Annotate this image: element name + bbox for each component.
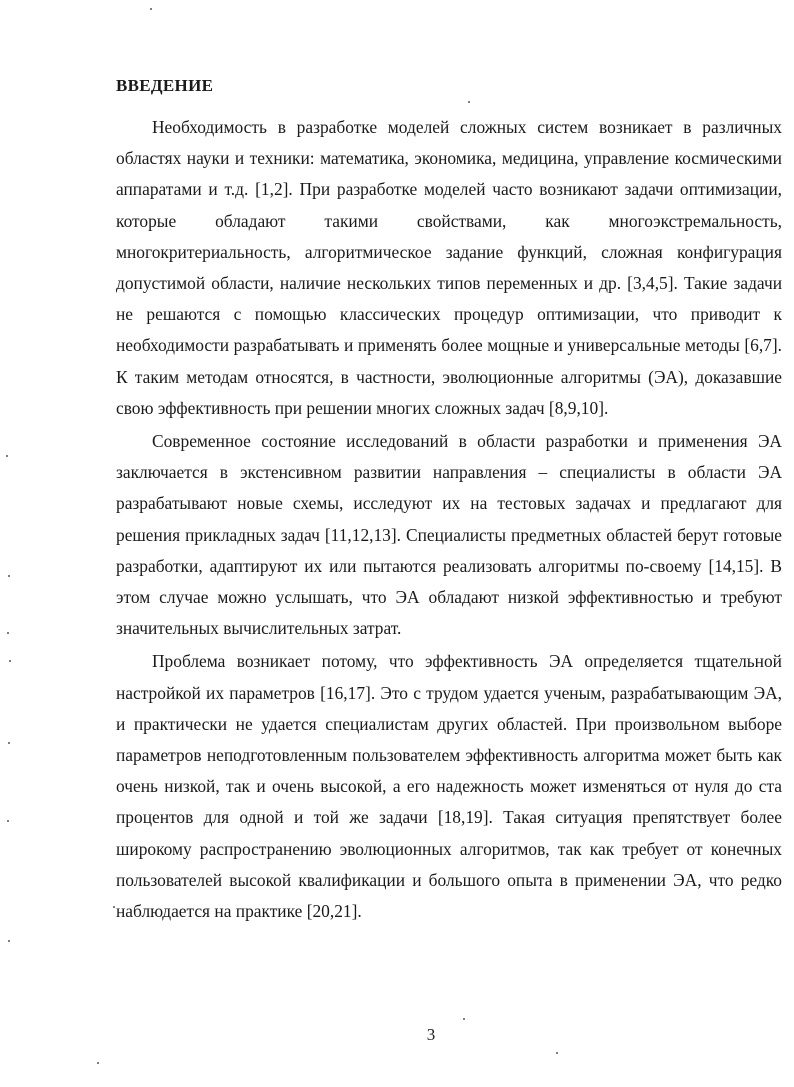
body-text [116, 112, 782, 927]
scan-speck [97, 1062, 99, 1064]
scan-speck [113, 906, 115, 908]
scan-speck [556, 1052, 558, 1054]
scan-speck [8, 940, 10, 942]
scan-speck [8, 742, 10, 744]
scan-speck [150, 8, 152, 10]
section-heading: ВВЕДЕНИЕ [116, 76, 214, 95]
scan-speck [9, 660, 11, 662]
scan-speck [8, 575, 10, 577]
scan-speck [7, 820, 9, 822]
page-number: 3 [426, 1025, 436, 1044]
scan-speck [6, 455, 8, 457]
scan-speck [7, 632, 9, 634]
paragraph-2: Современное состояние исследований в области разработки и применения ЭА заключается в экстенсивном развитии направления – специалисты в области ЭА разрабатывают новые схемы, исследуют их на тестовых задачах и предлагают для решения прикладных задач [11,12,13]. Специалисты предметных областей берут готовые разработки, адаптируют их или пытаются реализовать алгоритмы по-своему [14,15]. В этом случае можно услышать, что ЭА обладают низкой эффективностью и требуют значительных вычислительных затрат. [116, 431, 782, 639]
paragraph-1: Необходимость в разработке моделей сложных систем возникает в различных областях науки и техники: математика, экономика, медицина, управление космическими аппаратами и т.д. [1,2]. При разработке моделей часто возникают задачи оптимизации, которые обладают такими свойствами, как многоэкстремальность, многокритериальность, алгоритмическое задание функций, сложная конфигурация допустимой области, наличие нескольких типов переменных и др. [3,4,5]. Такие задачи не решаются с помощью классических процедур оптимизации, что приводит к необходимости разрабатывать и применять более мощные и универсальные методы [6,7]. К таким методам относятся, в частности, эволюционные алгоритмы (ЭА), доказавшие свою эффективность при решении многих сложных задач [8,9,10]. [116, 117, 782, 418]
scan-speck [468, 101, 470, 103]
scan-speck [463, 1018, 465, 1020]
paragraph-3: Проблема возникает потому, что эффективность ЭА определяется тщательной настройкой их параметров [16,17]. Это с трудом удается ученым, разрабатывающим ЭА, и практически не удается специалистам других областей. При произвольном выборе параметров неподготовленным пользователем эффективность алгоритма может быть как очень низкой, так и очень высокой, а его надежность может изменяться от нуля до ста процентов для одной и той же задачи [18,19]. Такая ситуация препятствует более широкому распространению эволюционных алгоритмов, так как требует от конечных пользователей высокой квалификации и большого опыта в применении ЭА, что редко наблюдается на практике [20,21]. [116, 651, 782, 922]
